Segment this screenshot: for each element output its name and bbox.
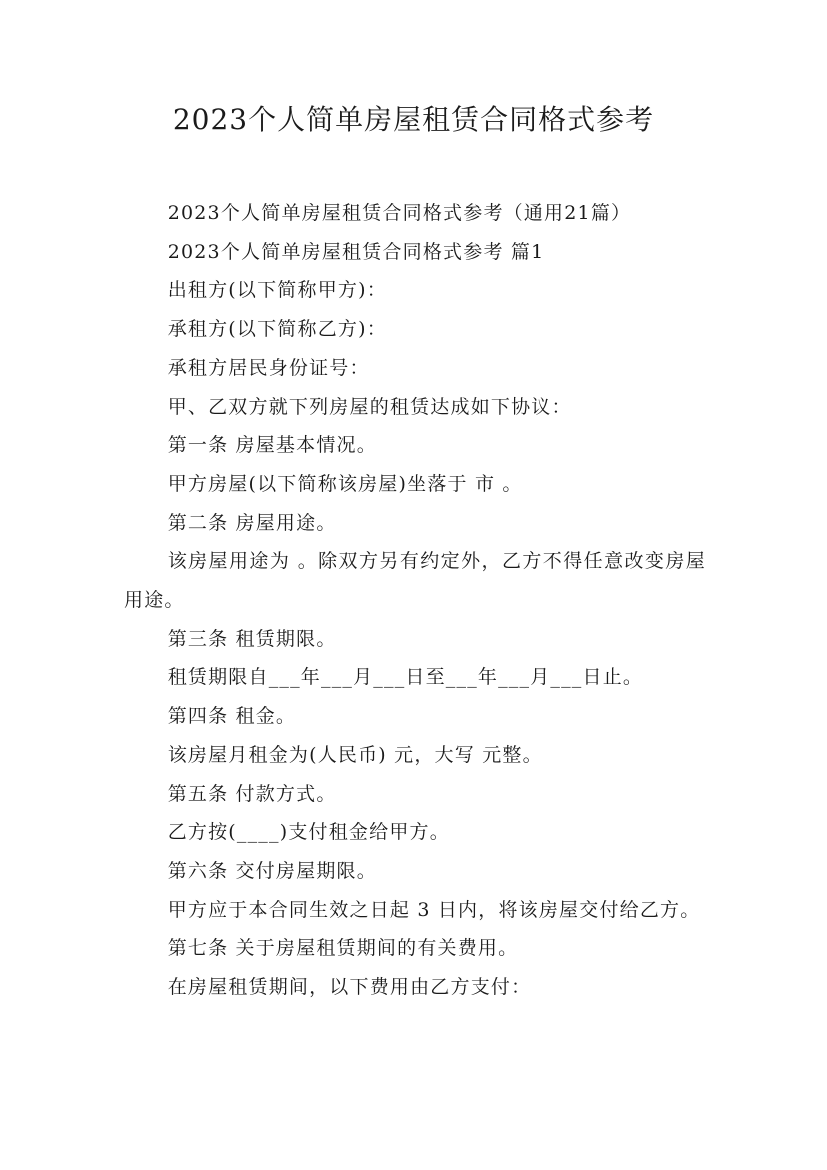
paragraph-article-4: 第四条 租金。	[167, 705, 297, 728]
paragraph-property-location: 甲方房屋(以下简称该房屋)坐落于 市 。	[167, 472, 523, 495]
paragraph-property-use: 该房屋用途为 。除双方另有约定外，乙方不得任意改变房屋用途。	[124, 550, 706, 612]
paragraph-lease-term: 租赁期限自___年___月___日至___年___月___日止。	[167, 666, 644, 689]
paragraph-article-6: 第六条 交付房屋期限。	[167, 859, 377, 882]
paragraph-article-3: 第三条 租赁期限。	[167, 627, 337, 650]
document-body	[124, 194, 706, 1007]
paragraph-lessee: 承租方(以下简称乙方)：	[167, 318, 387, 341]
document-title: 2023个人简单房屋租赁合同格式参考	[172, 103, 655, 136]
paragraph-article-1: 第一条 房屋基本情况。	[167, 434, 377, 457]
paragraph-agreement: 甲、乙双方就下列房屋的租赁达成如下协议：	[167, 395, 572, 418]
paragraph-lessor: 出租方(以下简称甲方)：	[167, 279, 387, 302]
paragraph-section-heading: 2023个人简单房屋租赁合同格式参考 篇1	[167, 240, 545, 263]
paragraph-article-2: 第二条 房屋用途。	[167, 511, 337, 534]
paragraph-article-5: 第五条 付款方式。	[167, 782, 337, 805]
paragraph-article-7: 第七条 关于房屋租赁期间的有关费用。	[167, 937, 519, 960]
paragraph-payment-method: 乙方按(____)支付租金给甲方。	[167, 821, 450, 844]
paragraph-fees: 在房屋租赁期间，以下费用由乙方支付：	[167, 976, 532, 999]
paragraph-delivery-term: 甲方应于本合同生效之日起 3 日内，将该房屋交付给乙方。	[167, 898, 701, 921]
paragraph-monthly-rent: 该房屋月租金为(人民币) 元，大写 元整。	[167, 743, 543, 766]
paragraph-subtitle: 2023个人简单房屋租赁合同格式参考（通用21篇）	[167, 202, 632, 224]
paragraph-lessee-id: 承租方居民身份证号：	[167, 356, 370, 379]
